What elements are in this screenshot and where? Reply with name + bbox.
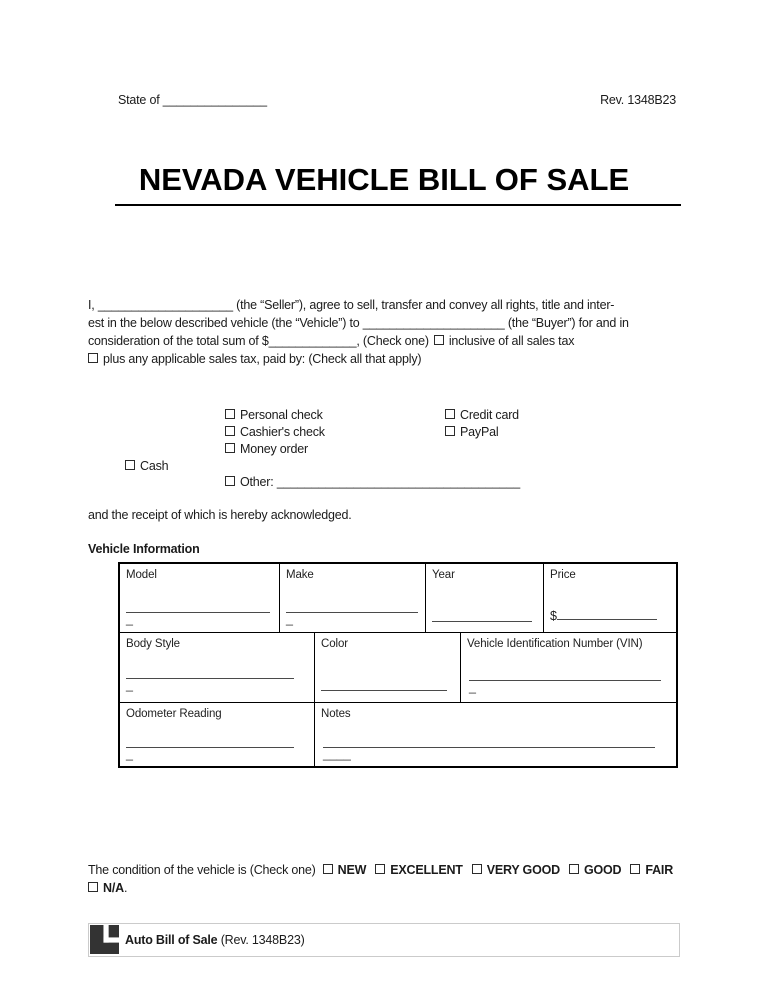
inclusive-sales-tax-checkbox[interactable] [434, 335, 444, 345]
make-fill-line[interactable] [286, 612, 418, 613]
payment-option-other [225, 475, 520, 489]
good-checkbox[interactable] [569, 864, 579, 874]
payment-option-paypal [445, 425, 498, 439]
na-checkbox[interactable] [88, 882, 98, 892]
model-fill-stub: _ [126, 612, 133, 626]
make-cell [280, 564, 426, 632]
color-fill-line[interactable] [321, 690, 447, 691]
very-good-label: VERY GOOD [486, 863, 560, 877]
credit-card-checkbox[interactable] [445, 409, 455, 419]
state-of-line [118, 93, 267, 107]
price-fill-line[interactable] [557, 608, 657, 620]
fair-label: FAIR [645, 863, 674, 877]
inclusive-sales-tax-label: inclusive of all sales tax [448, 334, 575, 348]
na-label: N/A [103, 881, 124, 895]
condition-line-1 [88, 861, 708, 879]
cash-checkbox[interactable] [125, 460, 135, 470]
money-order-checkbox[interactable] [225, 443, 235, 453]
title-underline [115, 204, 681, 206]
make-label: Make [286, 569, 314, 581]
odometer-fill-line[interactable] [126, 747, 294, 748]
table-row [120, 703, 676, 766]
payment-option-cash [125, 459, 168, 473]
condition-option-excellent [375, 863, 463, 877]
model-fill-line[interactable] [126, 612, 270, 613]
excellent-label: EXCELLENT [390, 863, 463, 877]
footer-bar [88, 923, 680, 957]
payment-methods-group [88, 404, 688, 500]
plus-sales-tax-label: plus any applicable sales tax, paid by: (Check all that apply) [103, 352, 422, 366]
receipt-acknowledgement-text: and the receipt of which is hereby acknowledged. [88, 508, 352, 522]
payment-option-credit-card [445, 408, 519, 422]
credit-card-label: Credit card [460, 408, 519, 422]
cashiers-check-checkbox[interactable] [225, 426, 235, 436]
price-fill-group [550, 608, 657, 623]
body-style-cell [120, 633, 315, 702]
paypal-checkbox[interactable] [445, 426, 455, 436]
dollar-sign: $ [550, 609, 557, 623]
new-label: NEW [337, 863, 367, 877]
notes-fill-line[interactable] [323, 747, 655, 748]
legal-templates-logo-icon [90, 925, 119, 954]
vin-label: Vehicle Identification Number (VIN) [467, 638, 643, 650]
other-checkbox[interactable] [225, 476, 235, 486]
agreement-line-1: I, ____________________ (the “Seller”), agree to sell, transfer and convey all rights, title and inter- [88, 298, 615, 312]
price-cell [544, 564, 676, 632]
plus-sales-tax-checkbox[interactable] [88, 353, 98, 363]
payment-option-money-order [225, 442, 308, 456]
condition-intro: The condition of the vehicle is (Check one) [88, 863, 316, 877]
notes-fill-stub: ____ [323, 747, 351, 761]
condition-option-new [323, 863, 367, 877]
payment-option-cashiers-check [225, 425, 325, 439]
year-label: Year [432, 569, 455, 581]
vehicle-information-heading: Vehicle Information [88, 542, 200, 556]
other-payment-blank[interactable]: ___________________________________ [276, 475, 521, 489]
color-cell [315, 633, 461, 702]
body-style-fill-stub: _ [126, 678, 133, 692]
new-checkbox[interactable] [323, 864, 333, 874]
agreement-paragraph [88, 296, 688, 368]
notes-cell [315, 703, 676, 766]
condition-option-fair [630, 863, 673, 877]
odometer-fill-stub: _ [126, 747, 133, 761]
state-name-blank[interactable]: _______________ [162, 93, 268, 107]
payment-option-personal-check [225, 408, 323, 422]
odometer-label: Odometer Reading [126, 708, 222, 720]
paypal-label: PayPal [460, 425, 499, 439]
agreement-line-4 [88, 350, 688, 368]
color-label: Color [321, 638, 348, 650]
page-title: NEVADA VEHICLE BILL OF SALE [138, 162, 630, 197]
fair-checkbox[interactable] [630, 864, 640, 874]
personal-check-label: Personal check [240, 408, 323, 422]
footer-revision: (Rev. 1348B23) [220, 933, 305, 947]
notes-label: Notes [321, 708, 351, 720]
revision-number: Rev. 1348B23 [600, 93, 676, 107]
table-row [120, 633, 676, 703]
other-label: Other: [240, 475, 274, 489]
year-fill-line[interactable] [432, 621, 532, 622]
condition-option-na [88, 881, 124, 895]
excellent-checkbox[interactable] [375, 864, 385, 874]
condition-period: . [123, 881, 128, 895]
footer-text [125, 933, 305, 947]
personal-check-checkbox[interactable] [225, 409, 235, 419]
very-good-checkbox[interactable] [472, 864, 482, 874]
model-label: Model [126, 569, 157, 581]
body-style-fill-line[interactable] [126, 678, 294, 679]
condition-line-2 [88, 879, 708, 897]
table-row [120, 564, 676, 633]
good-label: GOOD [583, 863, 622, 877]
state-of-label: State of [118, 93, 160, 107]
cashiers-check-label: Cashier's check [240, 425, 325, 439]
year-cell [426, 564, 544, 632]
footer-doc-title: Auto Bill of Sale [125, 933, 218, 947]
vin-fill-line[interactable] [469, 680, 661, 681]
agreement-line-3-text: consideration of the total sum of $_____________, (Check one) [88, 334, 429, 348]
model-cell [120, 564, 280, 632]
agreement-line-2: est in the below described vehicle (the “Vehicle”) to _____________________ (the “Buyer”) for and in [88, 316, 629, 330]
condition-section [88, 861, 708, 897]
condition-option-very-good [472, 863, 560, 877]
vehicle-information-table [118, 562, 678, 768]
agreement-line-3 [88, 332, 688, 350]
body-style-label: Body Style [126, 638, 180, 650]
make-fill-stub: _ [286, 612, 293, 626]
vin-fill-stub: _ [469, 680, 476, 694]
condition-option-good [569, 863, 621, 877]
money-order-label: Money order [240, 442, 308, 456]
cash-label: Cash [140, 459, 169, 473]
vin-cell [461, 633, 676, 702]
odometer-cell [120, 703, 315, 766]
price-label: Price [550, 569, 576, 581]
